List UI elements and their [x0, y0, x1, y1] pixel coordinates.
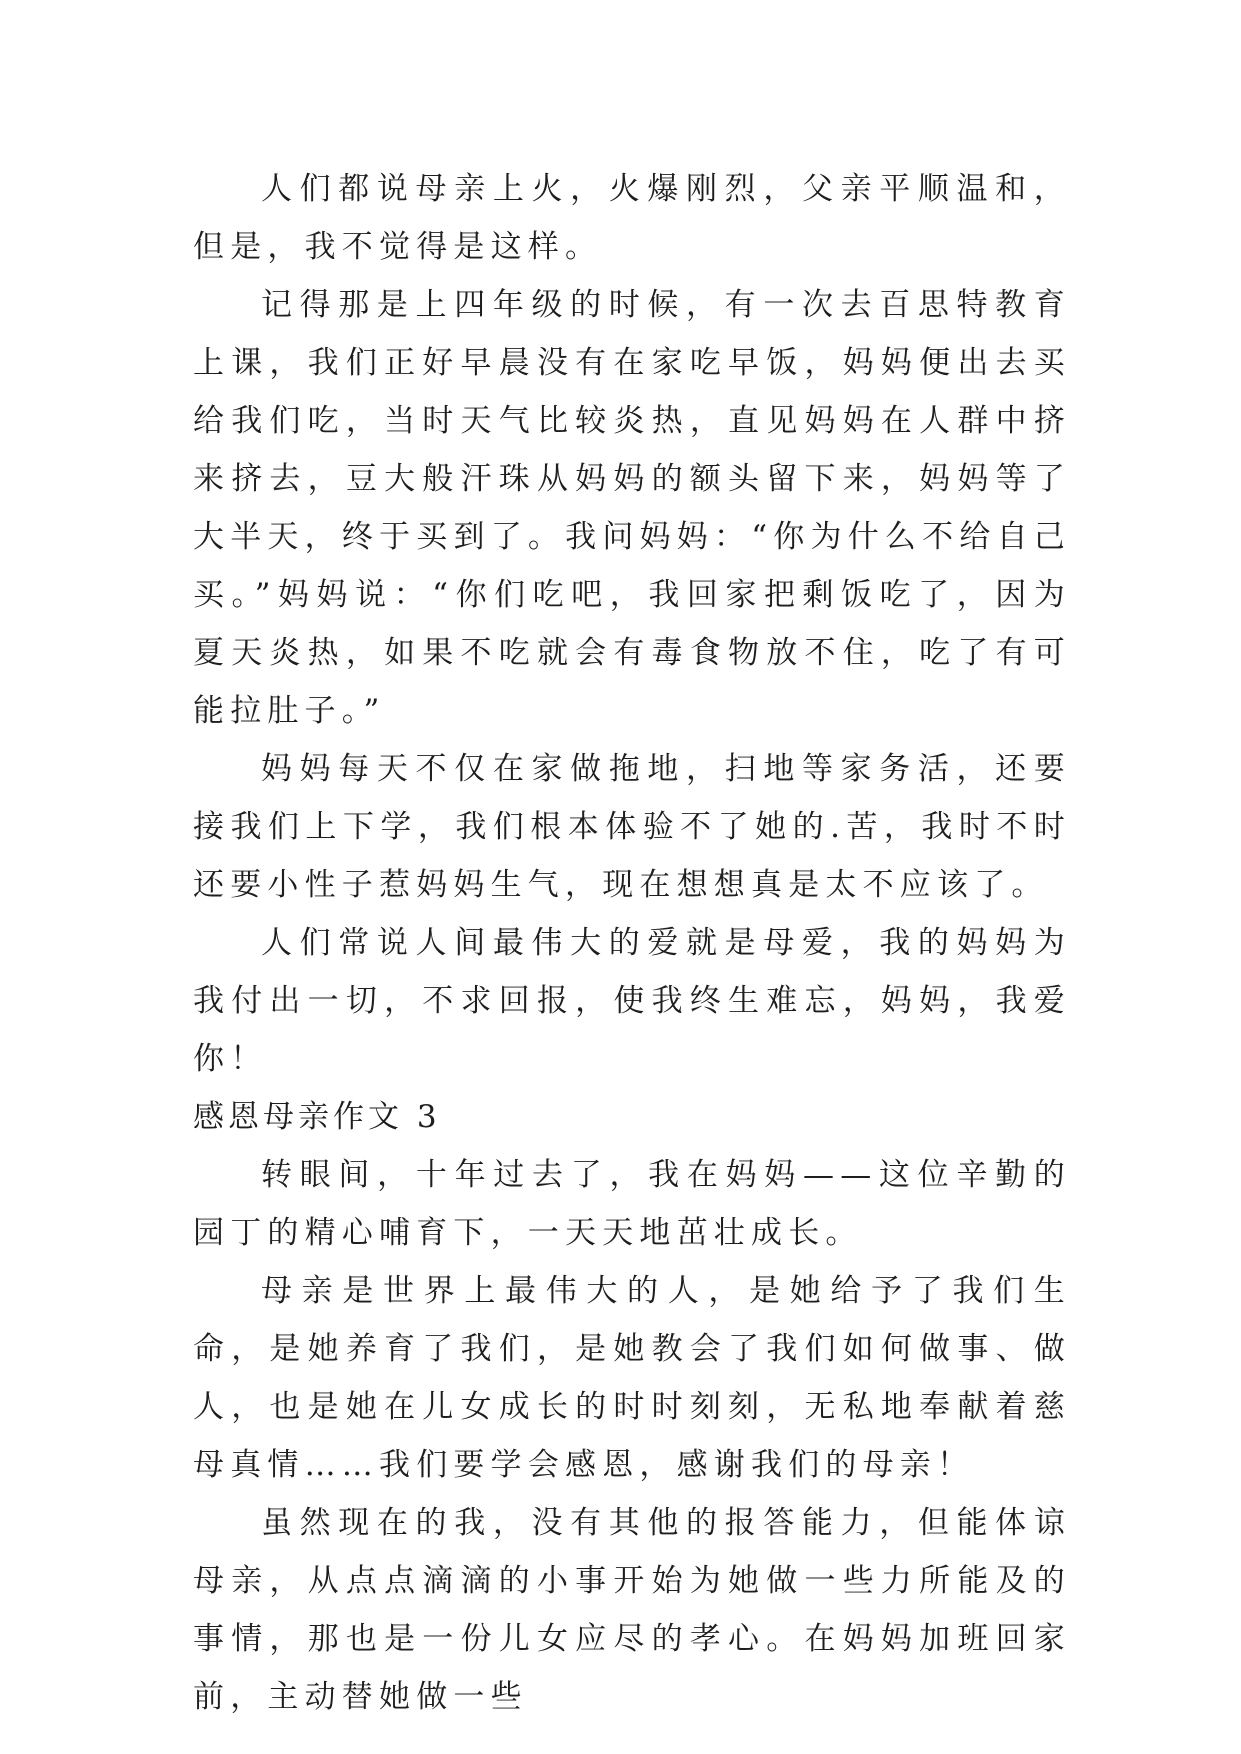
paragraph: 母亲是世界上最伟大的人，是她给予了我们生命，是她养育了我们，是她教会了我们如何做事、做人，也是她在儿女成长的时时刻刻，无私地奉献着慈母真情……我们要学会感恩，感谢我们的母亲！	[193, 1273, 1071, 1483]
section-heading: 感恩母亲作文 3	[193, 1099, 441, 1135]
document-body	[193, 160, 1071, 1726]
paragraph: 转眼间，十年过去了，我在妈妈——这位辛勤的园丁的精心哺育下，一天天地茁壮成长。	[193, 1157, 1071, 1251]
paragraph: 人们常说人间最伟大的爱就是母爱，我的妈妈为我付出一切，不求回报，使我终生难忘，妈妈，我爱你！	[193, 925, 1071, 1077]
paragraph: 记得那是上四年级的时候，有一次去百思特教育上课，我们正好早晨没有在家吃早饭，妈妈便出去买给我们吃，当时天气比较炎热，直见妈妈在人群中挤来挤去，豆大般汗珠从妈妈的额头留下来，妈妈等了大半天，终于买到了。我问妈妈：“你为什么不给自己买。”妈妈说：“你们吃吧，我回家把剩饭吃了，因为夏天炎热，如果不吃就会有毒食物放不住，吃了有可能拉肚子。”	[193, 287, 1071, 729]
paragraph: 妈妈每天不仅在家做拖地，扫地等家务活，还要接我们上下学，我们根本体验不了她的.苦，我时不时还要小性子惹妈妈生气，现在想想真是太不应该了。	[193, 751, 1071, 903]
paragraph: 虽然现在的我，没有其他的报答能力，但能体谅母亲，从点点滴滴的小事开始为她做一些力所能及的事情，那也是一份儿女应尽的孝心。在妈妈加班回家前，主动替她做一些	[193, 1505, 1071, 1715]
paragraph: 人们都说母亲上火，火爆刚烈，父亲平顺温和，但是，我不觉得是这样。	[193, 171, 1071, 265]
